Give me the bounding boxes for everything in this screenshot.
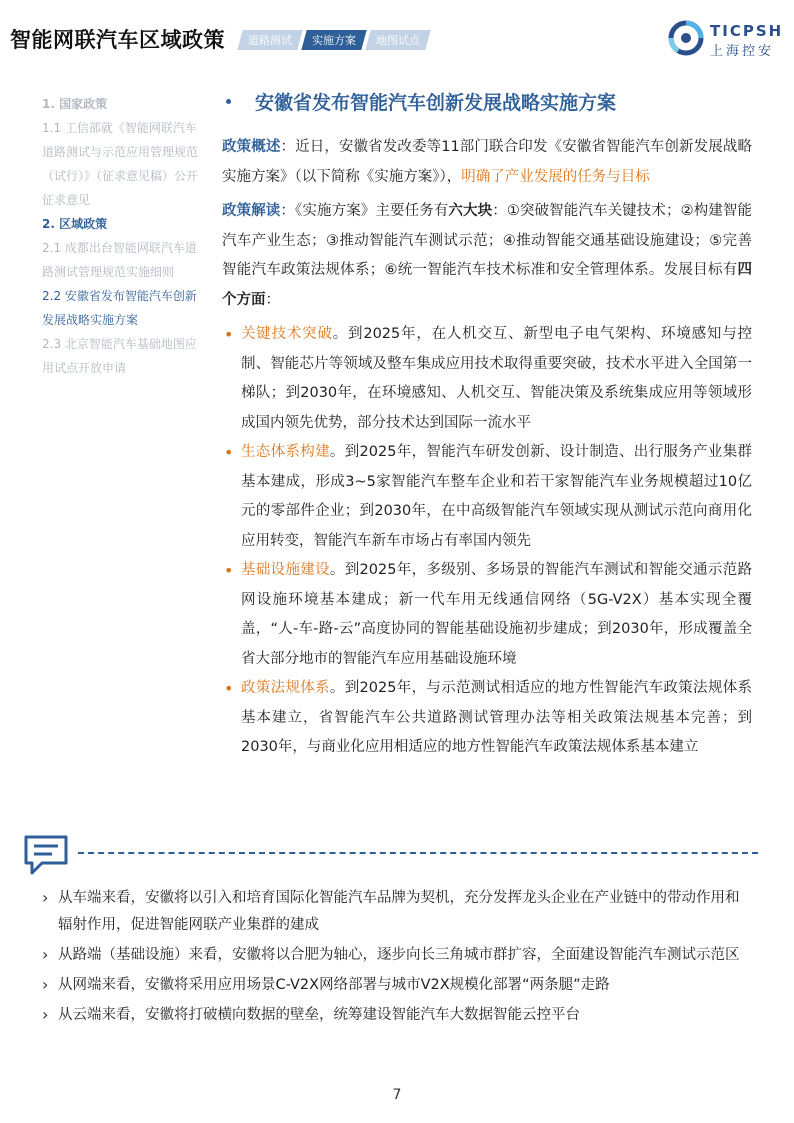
interpretation-text: ：①突破智能汽车关键技术；②构建智能汽车产业生态；③推动智能汽车测试示范；④推动智能交通基础设施建设；⑤完善智能汽车政策法规体系；⑥统一智能汽车技术标准和安全管理体系。发展目标有	[222, 203, 753, 278]
tab-map-pilot[interactable]	[365, 30, 430, 50]
table-of-contents	[42, 92, 202, 380]
tab-implementation-plan[interactable]	[301, 30, 366, 50]
interpretation-text: ：	[265, 291, 280, 308]
note-item: › 从云端来看，安徽将打破横向数据的壁垒，统筹建设智能汽车大数据智能云控平台	[40, 1002, 752, 1029]
interpretation-text: ：《实施方案》主要任务有	[280, 203, 449, 219]
goal-item	[222, 674, 752, 763]
section-tabs	[240, 30, 428, 50]
goal-key: 关键技术突破	[241, 326, 333, 342]
toc-item-current[interactable]: 2.2 安徽省发布智能汽车创新发展战略实施方案	[42, 289, 197, 327]
logo-subtitle: 上海控安	[710, 44, 775, 59]
goal-key: 生态体系构建	[241, 444, 330, 460]
toc-item[interactable]: 1.1 工信部就《智能网联汽车道路测试与示范应用管理规范（试行）》（征求意见稿）公开征求意见	[42, 121, 199, 207]
goal-item	[222, 320, 752, 438]
tab-map-pilot-label: 地图试点	[376, 34, 420, 47]
toc-item[interactable]: 1. 国家政策	[42, 97, 108, 111]
tab-road-test[interactable]	[237, 30, 302, 50]
goal-item	[222, 438, 752, 556]
chat-icon	[22, 833, 70, 877]
goal-item	[222, 556, 752, 674]
note-item: › 从路端（基础设施）来看，安徽将以合肥为轴心，逐步向长三角城市群扩容，全面建设智能汽车测试示范区	[40, 942, 752, 969]
tab-road-test-label: 道路测试	[248, 34, 292, 47]
analysis-notes	[40, 885, 752, 1032]
goal-key: 政策法规体系	[241, 680, 330, 696]
company-logo	[668, 20, 784, 60]
goals-list	[222, 320, 752, 763]
policy-interpretation	[222, 197, 752, 315]
note-item: › 从网端来看，安徽将采用应用场景C-V2X网络部署与城市V2X规模化部署“两条腿”走路	[40, 972, 752, 999]
logo-name: TICPSH	[710, 22, 784, 40]
goal-text: 。到2025年，在人机交互、新型电子电气架构、环境感知与控制、智能芯片等领域及整车集成应用技术取得重要突破，技术水平进入全国第一梯队；到2030年，在环境感知、人机交互、智能决策及系统集成应用等领域形成国内领先优势，部分技术达到国际一流水平	[241, 326, 752, 431]
goal-text: 。到2025年，多级别、多场景的智能汽车测试和智能交通示范路网设施环境基本建成；新一代车用无线通信网络（5G-V2X）基本实现全覆盖，“人-车-路-云”高度协同的智能基础设施初步建成；到2030年，形成覆盖全省大部分地市的智能汽车应用基础设施环境	[241, 562, 753, 667]
goal-text: 。到2025年，与示范测试相适应的地方性智能汽车政策法规体系基本建立，省智能汽车公共道路测试管理办法等相关政策法规基本完善；到2030年，与商业化应用相适应的地方性智能汽车政策法规体系基本建立	[241, 680, 753, 755]
goal-text: 。到2025年，智能汽车研发创新、设计制造、出行服务产业集群基本建成，形成3~5家智能汽车整车企业和若干家智能汽车业务规模超过10亿元的零部件企业；到2030年，在中高级智能汽车领域实现从测试示范向商用化应用转变，智能汽车新车市场占有率国内领先	[241, 444, 753, 549]
interpretation-emphasis: 四个方面	[222, 262, 752, 308]
toc-item[interactable]: 2.1 成都出台智能网联汽车道路测试管理规范实施细则	[42, 241, 197, 279]
section-heading-text: 安徽省发布智能汽车创新发展战略实施方案	[255, 92, 617, 114]
dashed-divider	[78, 852, 758, 854]
note-item: › 从车端来看，安徽将以引入和培育国际化智能汽车品牌为契机，充分发挥龙头企业在产业链中的带动作用和辐射作用，促进智能网联产业集群的建成	[40, 885, 752, 939]
overview-highlight: 明确了产业发展的任务与目标	[461, 168, 650, 185]
main-content	[222, 88, 752, 763]
overview-text: ：近日，安徽省发改委等11部门联合印发《安徽省智能汽车创新发展战略实施方案》（以下简称《实施方案》），	[222, 139, 753, 185]
tab-implementation-plan-label: 实施方案	[312, 34, 356, 47]
policy-overview	[222, 133, 752, 192]
toc-item[interactable]: 2. 区域政策	[42, 217, 108, 231]
overview-label: 政策概述	[222, 139, 281, 155]
section-heading	[222, 88, 752, 115]
bullet-dot-icon	[226, 99, 231, 104]
toc-item[interactable]: 2.3 北京智能汽车基础地图应用试点开放申请	[42, 337, 197, 375]
page-title: 智能网联汽车区域政策	[10, 28, 225, 52]
goal-key: 基础设施建设	[241, 562, 330, 578]
page-number: 7	[392, 1087, 402, 1103]
ticpsh-logo-icon	[668, 20, 704, 56]
interpretation-label: 政策解读	[222, 203, 281, 219]
interpretation-emphasis: 六大块	[448, 203, 493, 219]
